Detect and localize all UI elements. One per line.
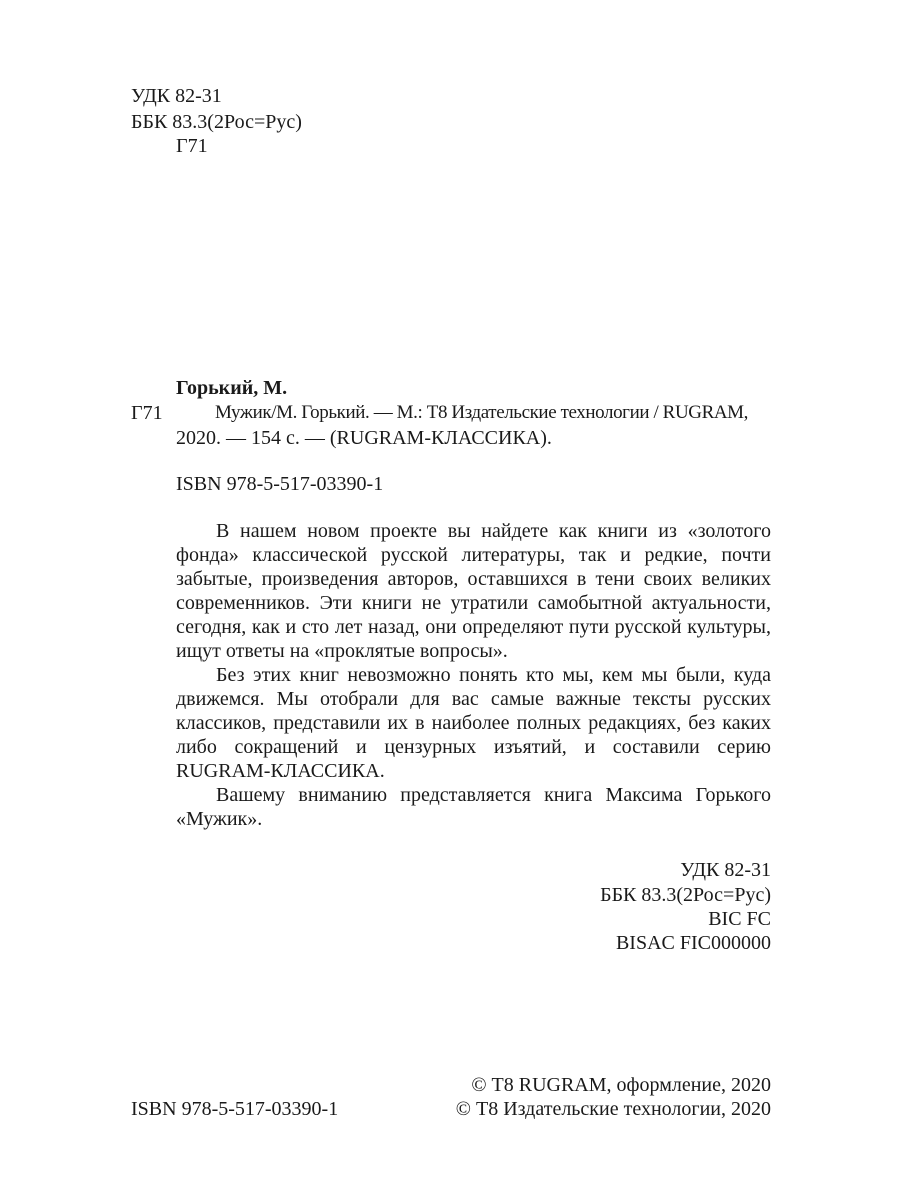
classification-bisac: BISAC FIC000000 — [615, 932, 771, 954]
annotation-paragraph-1: В нашем новом проекте вы найдете как книги из «золотого фонда» классической русской литературы, так и редкие, почти забытые, произведения авторов, оставшихся в тени своих великих современников. Эти книги не утратили самобытной актуальности, сегодня, как и сто лет назад, они определяют пути русской культуры, ищут ответы на «проклятые вопросы». — [176, 520, 771, 662]
footer-copyright-publisher: © Т8 Издательские технологии, 2020 — [455, 1098, 771, 1120]
entry-code: Г71 — [131, 402, 163, 424]
footer-copyright-design: © Т8 RUGRAM, оформление, 2020 — [471, 1074, 771, 1096]
entry-description-line2: 2020. — 154 с. — (RUGRAM-КЛАССИКА). — [176, 427, 552, 449]
annotation-paragraph-3: Вашему вниманию представляется книга Максима Горького «Мужик». — [176, 784, 771, 830]
footer-isbn: ISBN 978-5-517-03390-1 — [131, 1098, 339, 1120]
annotation — [176, 519, 771, 831]
header-udk: УДК 82-31 — [131, 85, 222, 107]
classification-bbk: ББК 83.3(2Рос=Рус) — [600, 884, 771, 906]
classification-bic: BIC FC — [708, 908, 771, 930]
classification-udk: УДК 82-31 — [680, 859, 771, 881]
annotation-paragraph-2: Без этих книг невозможно понять кто мы, кем мы были, куда движемся. Мы отобрали для вас самые важные тексты русских классиков, представили их в наиболее полных редакциях, без каких либо сокращений и цензурных изъятий, и составили серию RUGRAM-КЛАССИКА. — [176, 664, 771, 782]
entry-description-line1: Мужик/М. Горький. — М.: Т8 Издательские технологии / RUGRAM, — [215, 402, 749, 423]
header-bbk: ББК 83.3(2Рос=Рус) — [131, 111, 302, 133]
entry-isbn: ISBN 978-5-517-03390-1 — [176, 473, 384, 495]
entry-author: Горький, М. — [176, 377, 288, 399]
header-author-code: Г71 — [176, 135, 208, 157]
